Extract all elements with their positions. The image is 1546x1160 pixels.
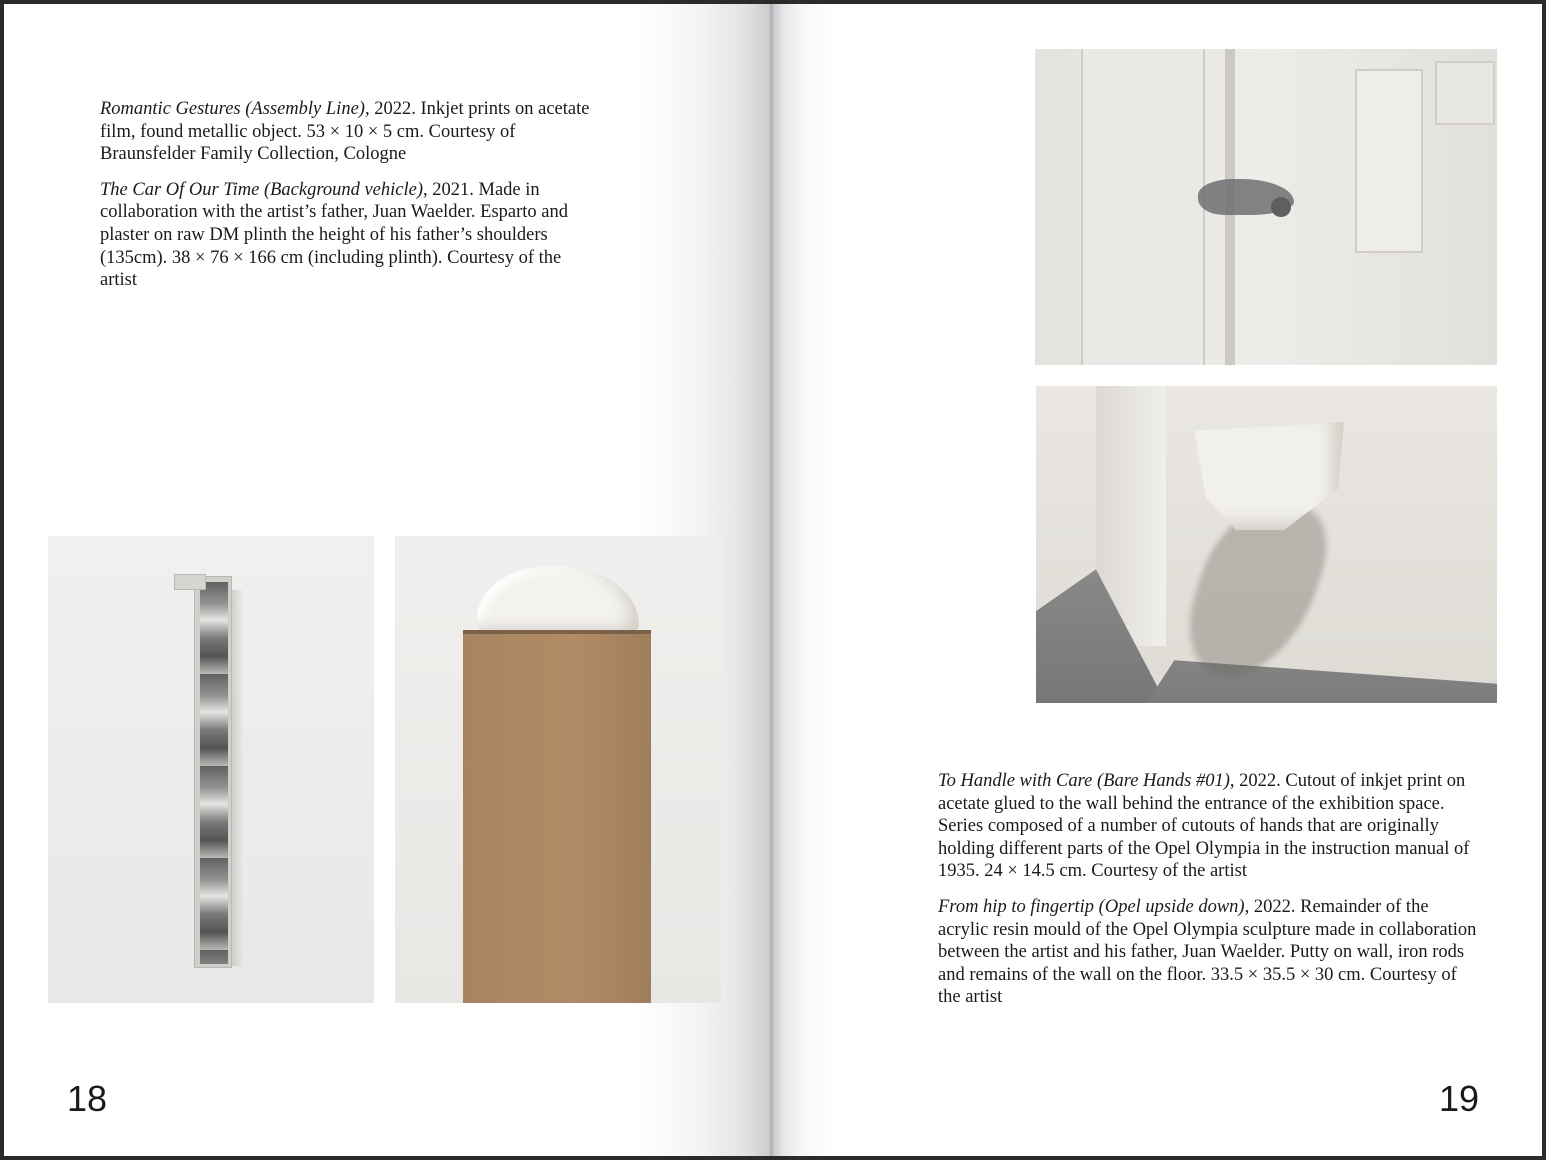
resin-mould-illustration [1194, 422, 1344, 530]
right-page [773, 4, 1542, 1156]
photo-acetate-object [48, 536, 374, 1003]
caption-text: , 2022. Cutout of inkjet print on acetate glued to the wall behind the entrance of the exhibition space. Series composed of a number of cutouts of hands that are originally holding different parts of the Opel Olympia in the instruction manual of 1935. 24 × 14.5 cm. Courtesy of the artist [938, 771, 1470, 882]
page-number-left: 18 [67, 1078, 108, 1119]
caption-text: 2022. Remainder of the acrylic resin mould of the Opel Olympia sculpture made in collaboration between the artist and his father, Juan Waelder. Putty on wall, iron rods and remains of the wall on the floor. 33.5 × 35.5 × 30 cm. Courtesy of the artist [938, 896, 1477, 1008]
caption-from-hip-to-fingertip [938, 896, 1483, 1009]
caption-title: The Car Of Our Time (Background vehicle) [100, 179, 424, 200]
book-spread [4, 4, 1542, 1156]
caption-text: 2022. Inkjet prints on acetate film, found metallic object. 53 × 10 × 5 cm. Courtesy of Braunsfelder Family Collection, Cologne [100, 99, 590, 165]
caption-title: To Handle with Care (Bare Hands #01) [938, 771, 1230, 791]
sculpture-shadow [1168, 506, 1343, 676]
caption-title: Romantic Gestures (Assembly Line), [100, 99, 370, 119]
plaster-car-illustration [477, 566, 639, 634]
plinth-illustration [463, 634, 651, 1003]
left-page [4, 4, 773, 1156]
page-number-right: 19 [1439, 1078, 1480, 1119]
finger-illustration [1271, 197, 1291, 217]
caption-text: , 2021. Made in collaboration with the artist’s father, Juan Waelder. Esparto and plaster on raw DM plinth the height of his father’s shoulders (135cm). 38 × 76 × 166 cm (including plinth). Courtesy of the artist [100, 179, 569, 291]
caption-title: From hip to fingertip (Opel upside down), [938, 896, 1250, 917]
caption-to-handle-with-care [938, 770, 1483, 883]
photo-wall-sculpture [1036, 386, 1497, 703]
acetate-object-illustration [174, 576, 254, 966]
door-panel [1081, 49, 1205, 365]
caption-car-of-our-time [100, 179, 600, 292]
door-panel [1435, 61, 1495, 125]
door-panel [1355, 69, 1423, 253]
right-captions [938, 770, 1483, 1022]
photo-car-on-plinth [395, 536, 721, 1003]
caption-romantic-gestures [100, 98, 600, 166]
photo-door-hand-cutout [1035, 49, 1497, 365]
left-captions [100, 98, 600, 305]
